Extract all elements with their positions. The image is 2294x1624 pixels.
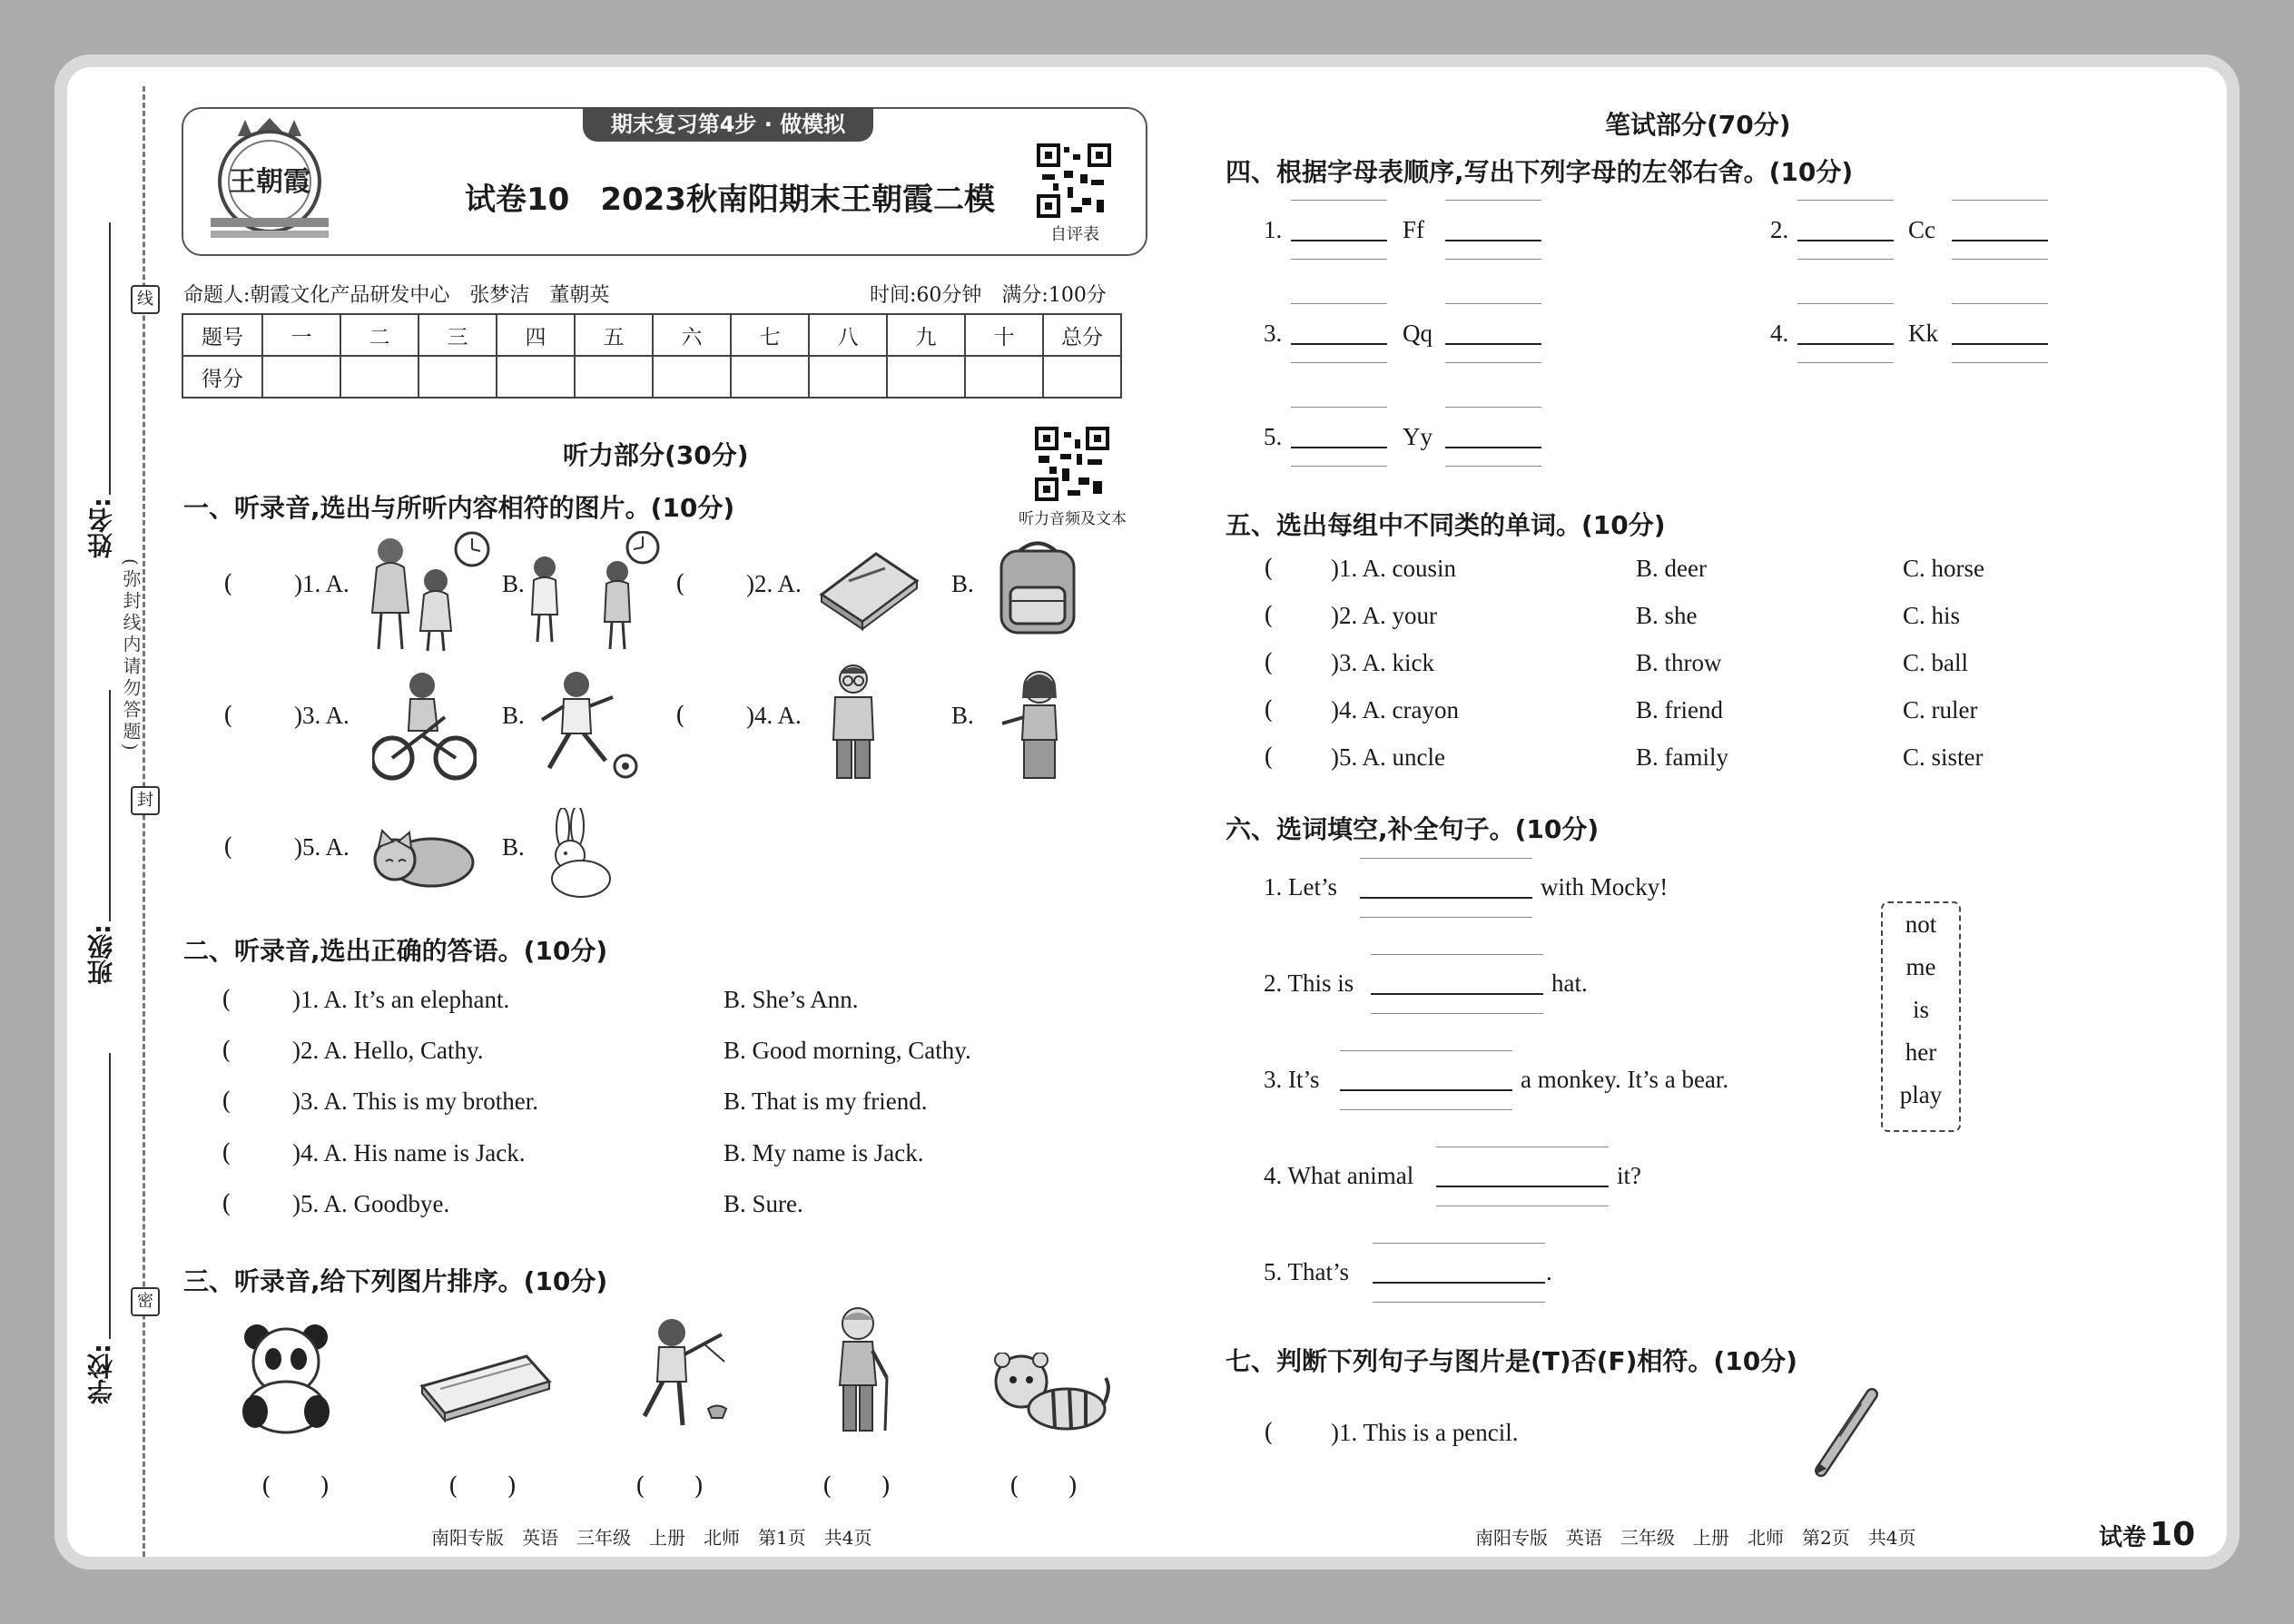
answer-paren[interactable]: ( (223, 702, 233, 730)
answer-paren[interactable]: ( (1264, 555, 1274, 583)
answer-paren[interactable]: ( (675, 570, 685, 598)
guide-line (1291, 407, 1387, 408)
score-input-cell[interactable] (809, 356, 887, 398)
option-b: B. She’s Ann. (724, 986, 859, 1013)
guide-line (1445, 362, 1541, 363)
answer-paren[interactable]: ( (1264, 649, 1274, 677)
score-input-cell[interactable] (1043, 356, 1121, 398)
option-a: )2. A. Hello, Cathy. (292, 1037, 484, 1064)
class-field[interactable] (109, 690, 111, 921)
footer-right: 南阳专版 英语 三年级 上册 北师 第2页 共4页 (1475, 1527, 1916, 1549)
word-bank-item: not (1905, 910, 1937, 938)
answer-paren[interactable]: ( (675, 702, 685, 730)
picture-cat (368, 822, 477, 890)
word-bank (1881, 901, 1961, 1132)
answer-paren[interactable]: ( (1264, 1419, 1274, 1447)
word-bank-item: is (1912, 996, 1929, 1023)
sentence-end: it? (1617, 1162, 1641, 1189)
picture-tiger (989, 1353, 1112, 1439)
option-b: B. family (1636, 743, 1728, 771)
sentence-end: a monkey. It’s a bear. (1521, 1066, 1729, 1093)
score-input-cell[interactable] (262, 356, 340, 398)
option-label: B. (502, 570, 525, 597)
question-number: 2. (1770, 216, 1789, 243)
option-label: B. (502, 702, 525, 729)
exam-header (182, 107, 1147, 256)
header-tab: 期末复习第4步 · 做模拟 (583, 107, 873, 142)
guide-line (1360, 858, 1532, 859)
answer-paren[interactable]: ( ) (1009, 1472, 1078, 1501)
score-header-cell: 二 (340, 314, 418, 356)
seal-mark: 线 (131, 285, 160, 314)
option-label: B. (502, 833, 525, 861)
guide-line (1340, 1109, 1512, 1110)
guide-line (1797, 362, 1894, 363)
answer-blank[interactable] (1445, 343, 1541, 345)
answer-paren[interactable]: ( (223, 833, 233, 861)
answer-blank[interactable] (1797, 240, 1894, 241)
school-label: 学校: (86, 1343, 116, 1405)
qr-code-icon[interactable] (1035, 427, 1109, 501)
sentence-end: with Mocky! (1541, 873, 1669, 901)
letter: Qq (1403, 320, 1433, 347)
option-b: B. My name is Jack. (724, 1139, 924, 1166)
sentence-start: 1. Let’s (1264, 873, 1337, 901)
picture-girls-clock (359, 531, 495, 654)
picture-boy-playing (617, 1316, 735, 1434)
picture-panda (231, 1321, 340, 1434)
answer-paren[interactable]: ( (222, 1088, 231, 1116)
picture-boy-football (531, 670, 640, 781)
letter: Ff (1403, 216, 1425, 243)
judgement-sentence: )1. This is a pencil. (1331, 1419, 1519, 1446)
answer-paren[interactable]: ( ) (261, 1472, 330, 1501)
option-a: )3. A. This is my brother. (292, 1088, 539, 1115)
answer-blank[interactable] (1291, 240, 1387, 241)
option-c: C. his (1903, 602, 1961, 629)
picture-schoolbag (988, 537, 1088, 637)
option-b: B. Good morning, Cathy. (724, 1037, 971, 1064)
part6-title: 六、选词填空,补全句子。(10分) (1226, 814, 1600, 844)
question-number: 4. (1770, 320, 1789, 347)
part7-title: 七、判断下列句子与图片是(T)否(F)相符。(10分) (1226, 1346, 1797, 1376)
option-c: C. ball (1903, 649, 1968, 676)
binding-notice: (弥封线内请勿答题) (120, 558, 142, 754)
question-number: )3. A. (294, 702, 350, 729)
answer-paren[interactable]: ( (223, 570, 233, 598)
guide-line (1445, 259, 1541, 260)
answer-paren[interactable]: ( (1264, 602, 1274, 630)
score-header-cell: 一 (262, 314, 340, 356)
option-a: )4. A. His name is Jack. (292, 1139, 526, 1166)
qr-caption: 自评表 (1050, 225, 1099, 244)
qr-caption: 听力音频及文本 (1019, 510, 1127, 528)
answer-blank[interactable] (1340, 1089, 1512, 1091)
question-number: )2. A. (746, 570, 802, 597)
guide-line (1797, 259, 1894, 260)
score-input-cell[interactable] (965, 356, 1043, 398)
score-input-cell[interactable] (731, 356, 809, 398)
guide-line (1291, 303, 1387, 304)
answer-blank[interactable] (1797, 343, 1894, 345)
letter: Yy (1403, 423, 1433, 450)
score-input-cell[interactable] (575, 356, 653, 398)
answer-blank[interactable] (1360, 897, 1532, 899)
paper-label (2099, 1516, 2195, 1553)
answer-blank[interactable] (1445, 447, 1541, 448)
guide-line (1360, 917, 1532, 918)
guide-line (1291, 466, 1387, 467)
listening-title: 听力部分(30分) (563, 440, 749, 470)
sentence-end: . (1546, 1258, 1552, 1285)
score-header-cell: 九 (887, 314, 965, 356)
part4-title: 四、根据字母表顺序,写出下列字母的左邻右舍。(10分) (1226, 157, 1854, 187)
name-field[interactable] (109, 222, 111, 495)
guide-line (1952, 303, 2048, 304)
guide-line (1445, 200, 1541, 201)
option-b: B. throw (1636, 649, 1722, 676)
part2-title: 二、听录音,选出正确的答语。(10分) (183, 936, 608, 966)
sentence-end: hat. (1551, 969, 1588, 997)
name-label: 姓名: (86, 497, 116, 559)
question-number: 1. (1264, 216, 1283, 243)
picture-grandpa (822, 1305, 903, 1437)
sentence-start: 4. What animal (1264, 1162, 1414, 1189)
picture-book (812, 545, 921, 631)
question-number: )1. A. (294, 570, 350, 597)
footer-left: 南阳专版 英语 三年级 上册 北师 第1页 共4页 (431, 1527, 872, 1549)
part1-title: 一、听录音,选出与所听内容相符的图片。(10分) (183, 493, 735, 523)
guide-line (1952, 259, 2048, 260)
answer-blank[interactable] (1291, 447, 1387, 448)
score-input-cell[interactable] (340, 356, 418, 398)
picture-man-glasses (826, 663, 881, 781)
answer-blank[interactable] (1952, 343, 2048, 345)
guide-line (1797, 303, 1894, 304)
answer-paren[interactable]: ( ) (822, 1472, 891, 1501)
guide-line (1952, 200, 2048, 201)
part3-title: 三、听录音,给下列图片排序。(10分) (183, 1266, 608, 1296)
brand-logo (202, 118, 338, 245)
answer-paren[interactable]: ( (222, 1037, 231, 1065)
school-field[interactable] (109, 1053, 111, 1339)
guide-line (1291, 362, 1387, 363)
score-header-cell: 七 (731, 314, 809, 356)
guide-line (1291, 259, 1387, 260)
exam-title: 试卷10 2023秋南阳期末王朝霞二模 (465, 182, 995, 218)
option-label: B. (951, 570, 974, 597)
sentence-start: 2. This is (1264, 969, 1354, 997)
answer-blank[interactable] (1436, 1186, 1609, 1187)
score-header-cell: 总分 (1043, 314, 1121, 356)
answer-paren[interactable]: ( (1264, 743, 1274, 772)
qr-code-icon[interactable] (1037, 143, 1111, 218)
option-label: B. (951, 702, 974, 729)
answer-paren[interactable]: ( (222, 1190, 231, 1218)
guide-line (1291, 200, 1387, 201)
guide-line (1445, 303, 1541, 304)
guide-line (1371, 954, 1543, 955)
answer-paren[interactable]: ( (222, 986, 231, 1014)
question-number: 5. (1264, 423, 1283, 450)
guide-line (1445, 466, 1541, 467)
guide-line (1340, 1050, 1512, 1051)
writing-title: 笔试部分(70分) (1605, 110, 1791, 140)
score-input-cell[interactable] (418, 356, 497, 398)
option-b: B. friend (1636, 696, 1723, 723)
letter: Kk (1908, 320, 1938, 347)
option-a: )1. A. cousin (1331, 555, 1456, 582)
score-header-cell: 三 (418, 314, 497, 356)
answer-blank[interactable] (1371, 993, 1543, 995)
option-a: )5. A. uncle (1331, 743, 1445, 771)
guide-line (1445, 407, 1541, 408)
answer-blank[interactable] (1373, 1282, 1545, 1284)
paper-number: 10 (2150, 1516, 2196, 1553)
score-header-cell: 四 (497, 314, 575, 356)
word-bank-item: play (1899, 1081, 1943, 1108)
guide-line (1797, 200, 1894, 201)
question-number: 3. (1264, 320, 1283, 347)
answer-paren[interactable]: ( ) (635, 1472, 704, 1501)
sentence-start: 5. That’s (1264, 1258, 1349, 1285)
picture-rabbit (536, 808, 617, 899)
sentence-start: 3. It’s (1264, 1066, 1320, 1093)
time-score: 时间:60分钟 满分:100分 (870, 284, 1107, 307)
option-a: )1. A. It’s an elephant. (292, 986, 510, 1013)
question-number: )5. A. (294, 833, 350, 861)
picture-woman (999, 667, 1071, 781)
seal-mark: 封 (131, 786, 160, 815)
score-header-cell: 六 (653, 314, 731, 356)
score-header-cell: 十 (965, 314, 1043, 356)
answer-blank[interactable] (1445, 240, 1541, 241)
answer-blank[interactable] (1291, 343, 1387, 345)
question-number: )4. A. (746, 702, 802, 729)
guide-line (1373, 1302, 1545, 1303)
option-a: )5. A. Goodbye. (292, 1190, 450, 1217)
authors: 命题人:朝霞文化产品研发中心 张梦洁 董朝英 (183, 284, 610, 307)
score-header-cell: 八 (809, 314, 887, 356)
score-header-cell: 题号 (182, 314, 262, 356)
guide-line (1373, 1243, 1545, 1244)
option-c: C. horse (1903, 555, 1984, 582)
option-c: C. ruler (1903, 696, 1978, 723)
answer-paren[interactable]: ( (222, 1139, 231, 1167)
option-a: )2. A. your (1331, 602, 1437, 629)
score-input-cell[interactable] (497, 356, 575, 398)
word-bank-item: her (1905, 1038, 1937, 1066)
option-b: B. Sure. (724, 1190, 803, 1217)
score-row-label: 得分 (182, 356, 262, 398)
score-header-cell: 五 (575, 314, 653, 356)
picture-pencil-box (418, 1354, 554, 1422)
score-input-cell[interactable] (887, 356, 965, 398)
part5-title: 五、选出每组中不同类的单词。(10分) (1226, 510, 1666, 540)
score-table (182, 313, 1122, 399)
picture-boy-bike (372, 672, 477, 782)
answer-blank[interactable] (1952, 240, 2048, 241)
option-b: B. deer (1636, 555, 1707, 582)
letter: Cc (1908, 216, 1935, 243)
word-bank-item: me (1905, 953, 1936, 980)
score-input-cell[interactable] (653, 356, 731, 398)
option-c: C. sister (1903, 743, 1984, 771)
option-a: )4. A. crayon (1331, 696, 1459, 723)
picture-kids-clock (527, 531, 663, 654)
option-b: B. she (1636, 602, 1698, 629)
option-a: )3. A. kick (1331, 649, 1434, 676)
picture-pen (1807, 1387, 1884, 1482)
guide-line (1371, 1013, 1543, 1014)
seal-mark: 密 (131, 1287, 160, 1316)
paper-prefix: 试卷 (2099, 1524, 2147, 1551)
option-b: B. That is my friend. (724, 1088, 928, 1115)
logo-text: 王朝霞 (229, 166, 310, 198)
answer-paren[interactable]: ( (1264, 696, 1274, 724)
class-label: 班级: (86, 924, 116, 986)
guide-line (1952, 362, 2048, 363)
answer-paren[interactable]: ( ) (448, 1472, 517, 1501)
